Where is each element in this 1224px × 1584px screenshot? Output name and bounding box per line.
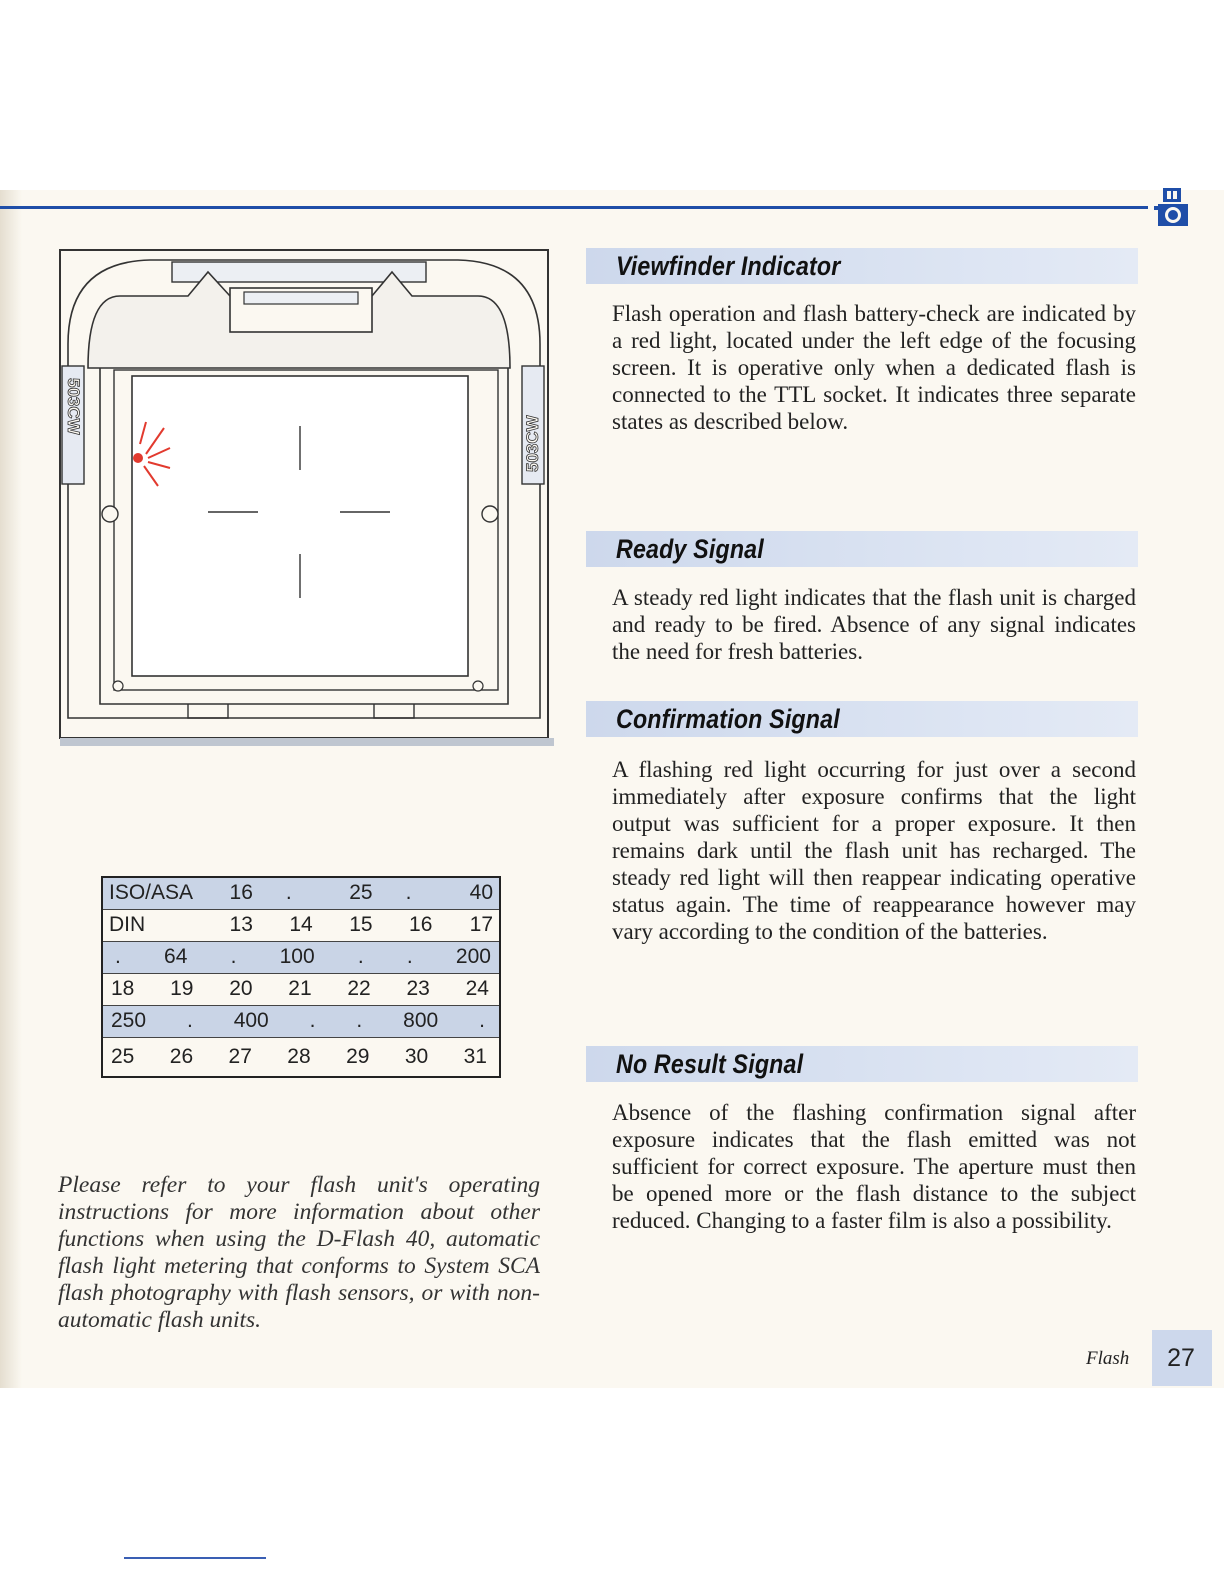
table-row: ISO/ASA 16 . 25 . 40 — [102, 877, 500, 909]
model-label-right: 503CW — [523, 415, 542, 472]
iso-din-table — [101, 876, 501, 1078]
table-row: 25 26 27 28 29 30 31 — [102, 1037, 500, 1077]
model-label-left: 503CW — [64, 378, 83, 435]
hasselblad-camera-icon — [1152, 186, 1192, 228]
page-number: 27 — [1167, 1344, 1195, 1372]
table-row: 250 . 400 . . 800 . — [102, 1005, 500, 1037]
flash-instructions-note: Please refer to your flash unit's operating instructions for more information about other functions when using the D-Flash 40, automatic flash light metering that conforms to System SCA flash photography with flash sensors, or with non-automatic flash units. — [58, 1172, 540, 1333]
paragraph-viewfinder-indicator: Flash operation and flash battery-check are indicated by a red light, located under the left edge of the focusing screen. It is operative only when a dedicated flash is connected to the TTL socket. It indicates three separate states as described below. — [612, 301, 1136, 434]
table-row: DIN 13 14 15 16 17 — [102, 909, 500, 941]
paragraph-confirmation-signal: A flashing red light occurring for just over a second immediately after exposure confirms that the light output was sufficient for a proper exposure. It then remains dark until the flash unit has recharged. The steady red light will then reappear indicating operative status again. The time of reappearance however may vary according to the condition of the batteries. — [612, 757, 1136, 944]
page-number-box — [1152, 1330, 1212, 1386]
footer-rule — [124, 1557, 266, 1559]
top-rule — [0, 206, 1148, 209]
binding-shadow — [0, 190, 22, 1388]
paragraph-ready-signal: A steady red light indicates that the flash unit is charged and ready to be fired. Absence of any signal indicates the need for fresh batteries. — [612, 585, 1136, 664]
table-row: 18 19 20 21 22 23 24 — [102, 973, 500, 1005]
heading-confirmation-signal: Confirmation Signal — [586, 701, 1138, 737]
heading-ready-signal: Ready Signal — [586, 531, 1138, 567]
heading-viewfinder-indicator: Viewfinder Indicator — [586, 248, 1138, 284]
paragraph-no-result-signal: Absence of the flashing confirmation signal after exposure indicates that the flash emitted was not sufficient for correct exposure. The aperture must then be opened more or the flash distance to the subject reduced. Changing to a faster film is also a possibility. — [612, 1100, 1136, 1233]
heading-no-result-signal: No Result Signal — [586, 1046, 1138, 1082]
table-row: . 64 . 100 . . 200 — [102, 941, 500, 973]
viewfinder-diagram — [58, 248, 556, 748]
section-label: Flash — [1086, 1348, 1130, 1369]
